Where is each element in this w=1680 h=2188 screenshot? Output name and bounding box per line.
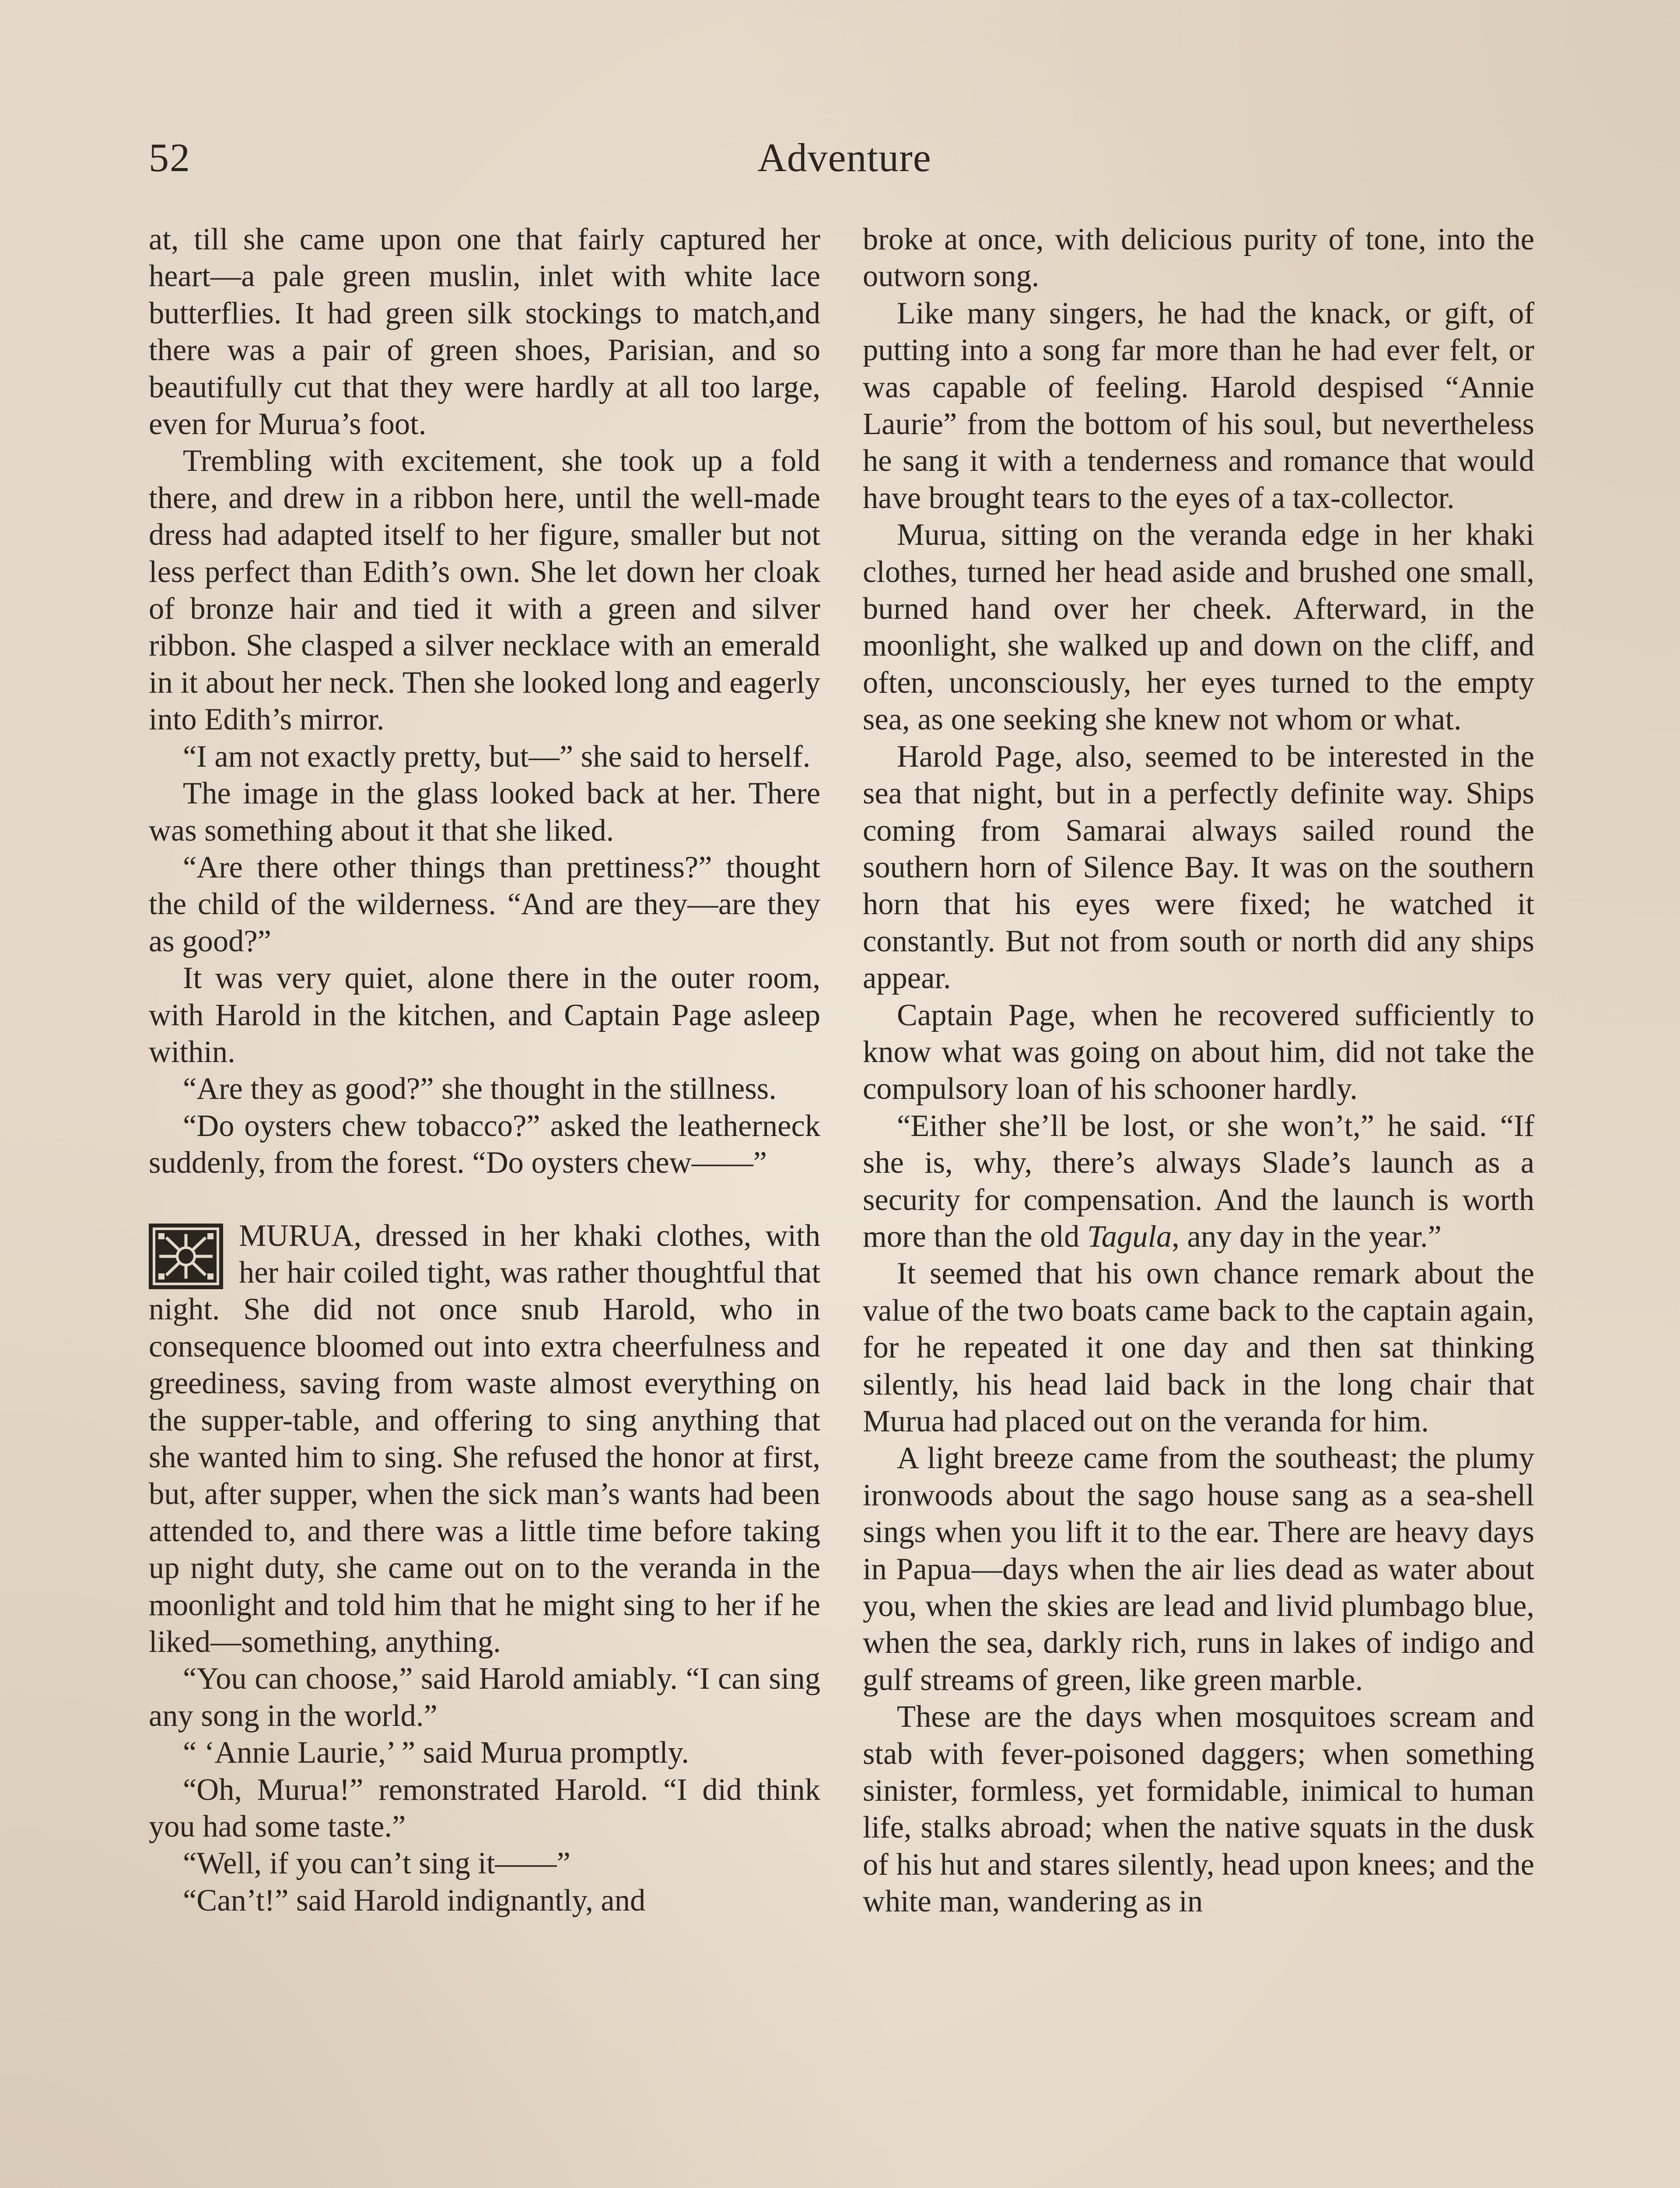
paragraph: It was very quiet, alone there in the outer room, with Harold in the kitchen, and Captain Page asleep within. — [149, 961, 820, 1069]
paragraph: MURUA, dressed in her khaki clothes, with her hair coiled tight, was rather thoughtful that night. She did not once snub Harold, who in consequence bloomed out into extra cheerfulness and greediness, saving from waste almost everything on the supper-table, and offering to sing anything that she wanted him to sing. She refused the honor at first, but, after supper, when the sick man’s wants had been attended to, and there was a little time before taking up night duty, she came out on to the veranda in the moonlight and told him that he might sing to her if he liked—something, anything. — [149, 1218, 820, 1659]
paragraph: A light breeze came from the southeast; the plumy ironwoods about the sago house sang as a sea-shell sings when you lift it to the ear. There are heavy days in Papua—days when the air lies dead as water about you, when the skies are lead and livid plumbago blue, when the sea, darkly rich, runs in lakes of indigo and gulf streams of green, like green marble. — [863, 1441, 1534, 1697]
paragraph: Harold Page, also, seemed to be interested in the sea that night, but in a perfectly definite way. Ships coming from Samarai always sailed round the southern horn of Silence Bay. It was on the southern horn that his eyes were fixed; he watched it constantly. But not from south or north did any ships appear. — [863, 739, 1534, 996]
paragraph: broke at once, with delicious purity of tone, into the outworn song. — [863, 222, 1534, 294]
right-column — [863, 221, 1534, 1920]
paragraph: “Are they as good?” she thought in the stillness. — [183, 1072, 777, 1106]
paragraph: Trembling with excitement, she took up a fold there, and drew in a ribbon here, until the well-made dress had adapted itself to her figure, smaller but not less perfect than Edith’s own. She let down her cloak of bronze hair and tied it with a green and silver ribbon. She clasped a silver necklace with an emerald in it about her neck. Then she looked long and eagerly into Edith’s mirror. — [149, 444, 820, 737]
paragraph: It seemed that his own chance remark about the value of the two boats came back to the captain again, for he repeated it one day and then sat thinking silently, his head laid back in the long chair that Murua had placed out on the veranda for him. — [863, 1256, 1534, 1438]
paragraph: “Oh, Murua!” remonstrated Harold. “I did think you had some taste.” — [149, 1772, 820, 1844]
paragraph: “You can choose,” said Harold amiably. “I can sing any song in the world.” — [149, 1662, 820, 1733]
paragraph: Like many singers, he had the knack, or gift, of putting into a song far more than he had ever felt, or was capable of feeling. Harold despised “Annie Laurie” from the bottom of his soul, but nevertheless he sang it with a tenderness and romance that would have brought tears to the eyes of a tax-collector. — [863, 296, 1534, 515]
section-break — [149, 1182, 820, 1217]
left-column — [149, 221, 820, 1919]
paragraph: “Can’t!” said Harold indignantly, and — [183, 1883, 646, 1918]
ornament-icon — [149, 1224, 223, 1289]
paragraph: The image in the glass looked back at her. There was something about it that she liked. — [149, 776, 820, 848]
text-run: , any day in the year.” — [1172, 1219, 1442, 1254]
page-number: 52 — [149, 135, 191, 180]
paragraph: “Do oysters chew tobacco?” asked the leatherneck suddenly, from the forest. “Do oysters chew——” — [149, 1108, 820, 1180]
page-header — [149, 131, 1540, 193]
paragraph: at, till she came upon one that fairly captured her heart—a pale green muslin, inlet with white lace butterflies. It had green silk stockings to match,and there was a pair of green shoes, Parisian, and so beautifully cut that they were hardly at all too large, even for Murua’s foot. — [149, 222, 820, 442]
paragraph: These are the days when mosquitoes scream and stab with fever-poisoned daggers; when something sinister, formless, yet formidable, inimical to human life, stalks abroad; when the native squats in the dusk of his hut and stares silently, head upon knees; and the white man, wandering as in — [863, 1700, 1534, 1919]
paragraph: “Well, if you can’t sing it——” — [183, 1846, 570, 1881]
running-title: Adventure — [757, 135, 931, 180]
paragraph — [863, 1108, 1534, 1255]
paragraph: “ ‘Annie Laurie,’ ” said Murua promptly. — [183, 1736, 689, 1770]
paragraph: “Are there other things than prettiness?” thought the child of the wilderness. “And are they—are they as good?” — [149, 850, 820, 958]
ship-name: Tagula — [1087, 1219, 1172, 1254]
paragraph: “I am not exactly pretty, but—” she said to herself. — [183, 739, 811, 774]
text-run: “Either she’ll be lost, or she won’t,” he said. “If she is, why, there’s always Slade’s launch as a security for compensation. And the launch is worth more than the old — [863, 1108, 1534, 1254]
paragraph: Murua, sitting on the veranda edge in her khaki clothes, turned her head aside and brushed one small, burned hand over her cheek. Afterward, in the moonlight, she walked up and down on the cliff, and often, unconsciously, her eyes turned to the empty sea, as one seeking she knew not whom or what. — [863, 518, 1534, 737]
paragraph: Captain Page, when he recovered sufficiently to know what was going on about him, did not take the compulsory loan of his schooner hardly. — [863, 998, 1534, 1106]
